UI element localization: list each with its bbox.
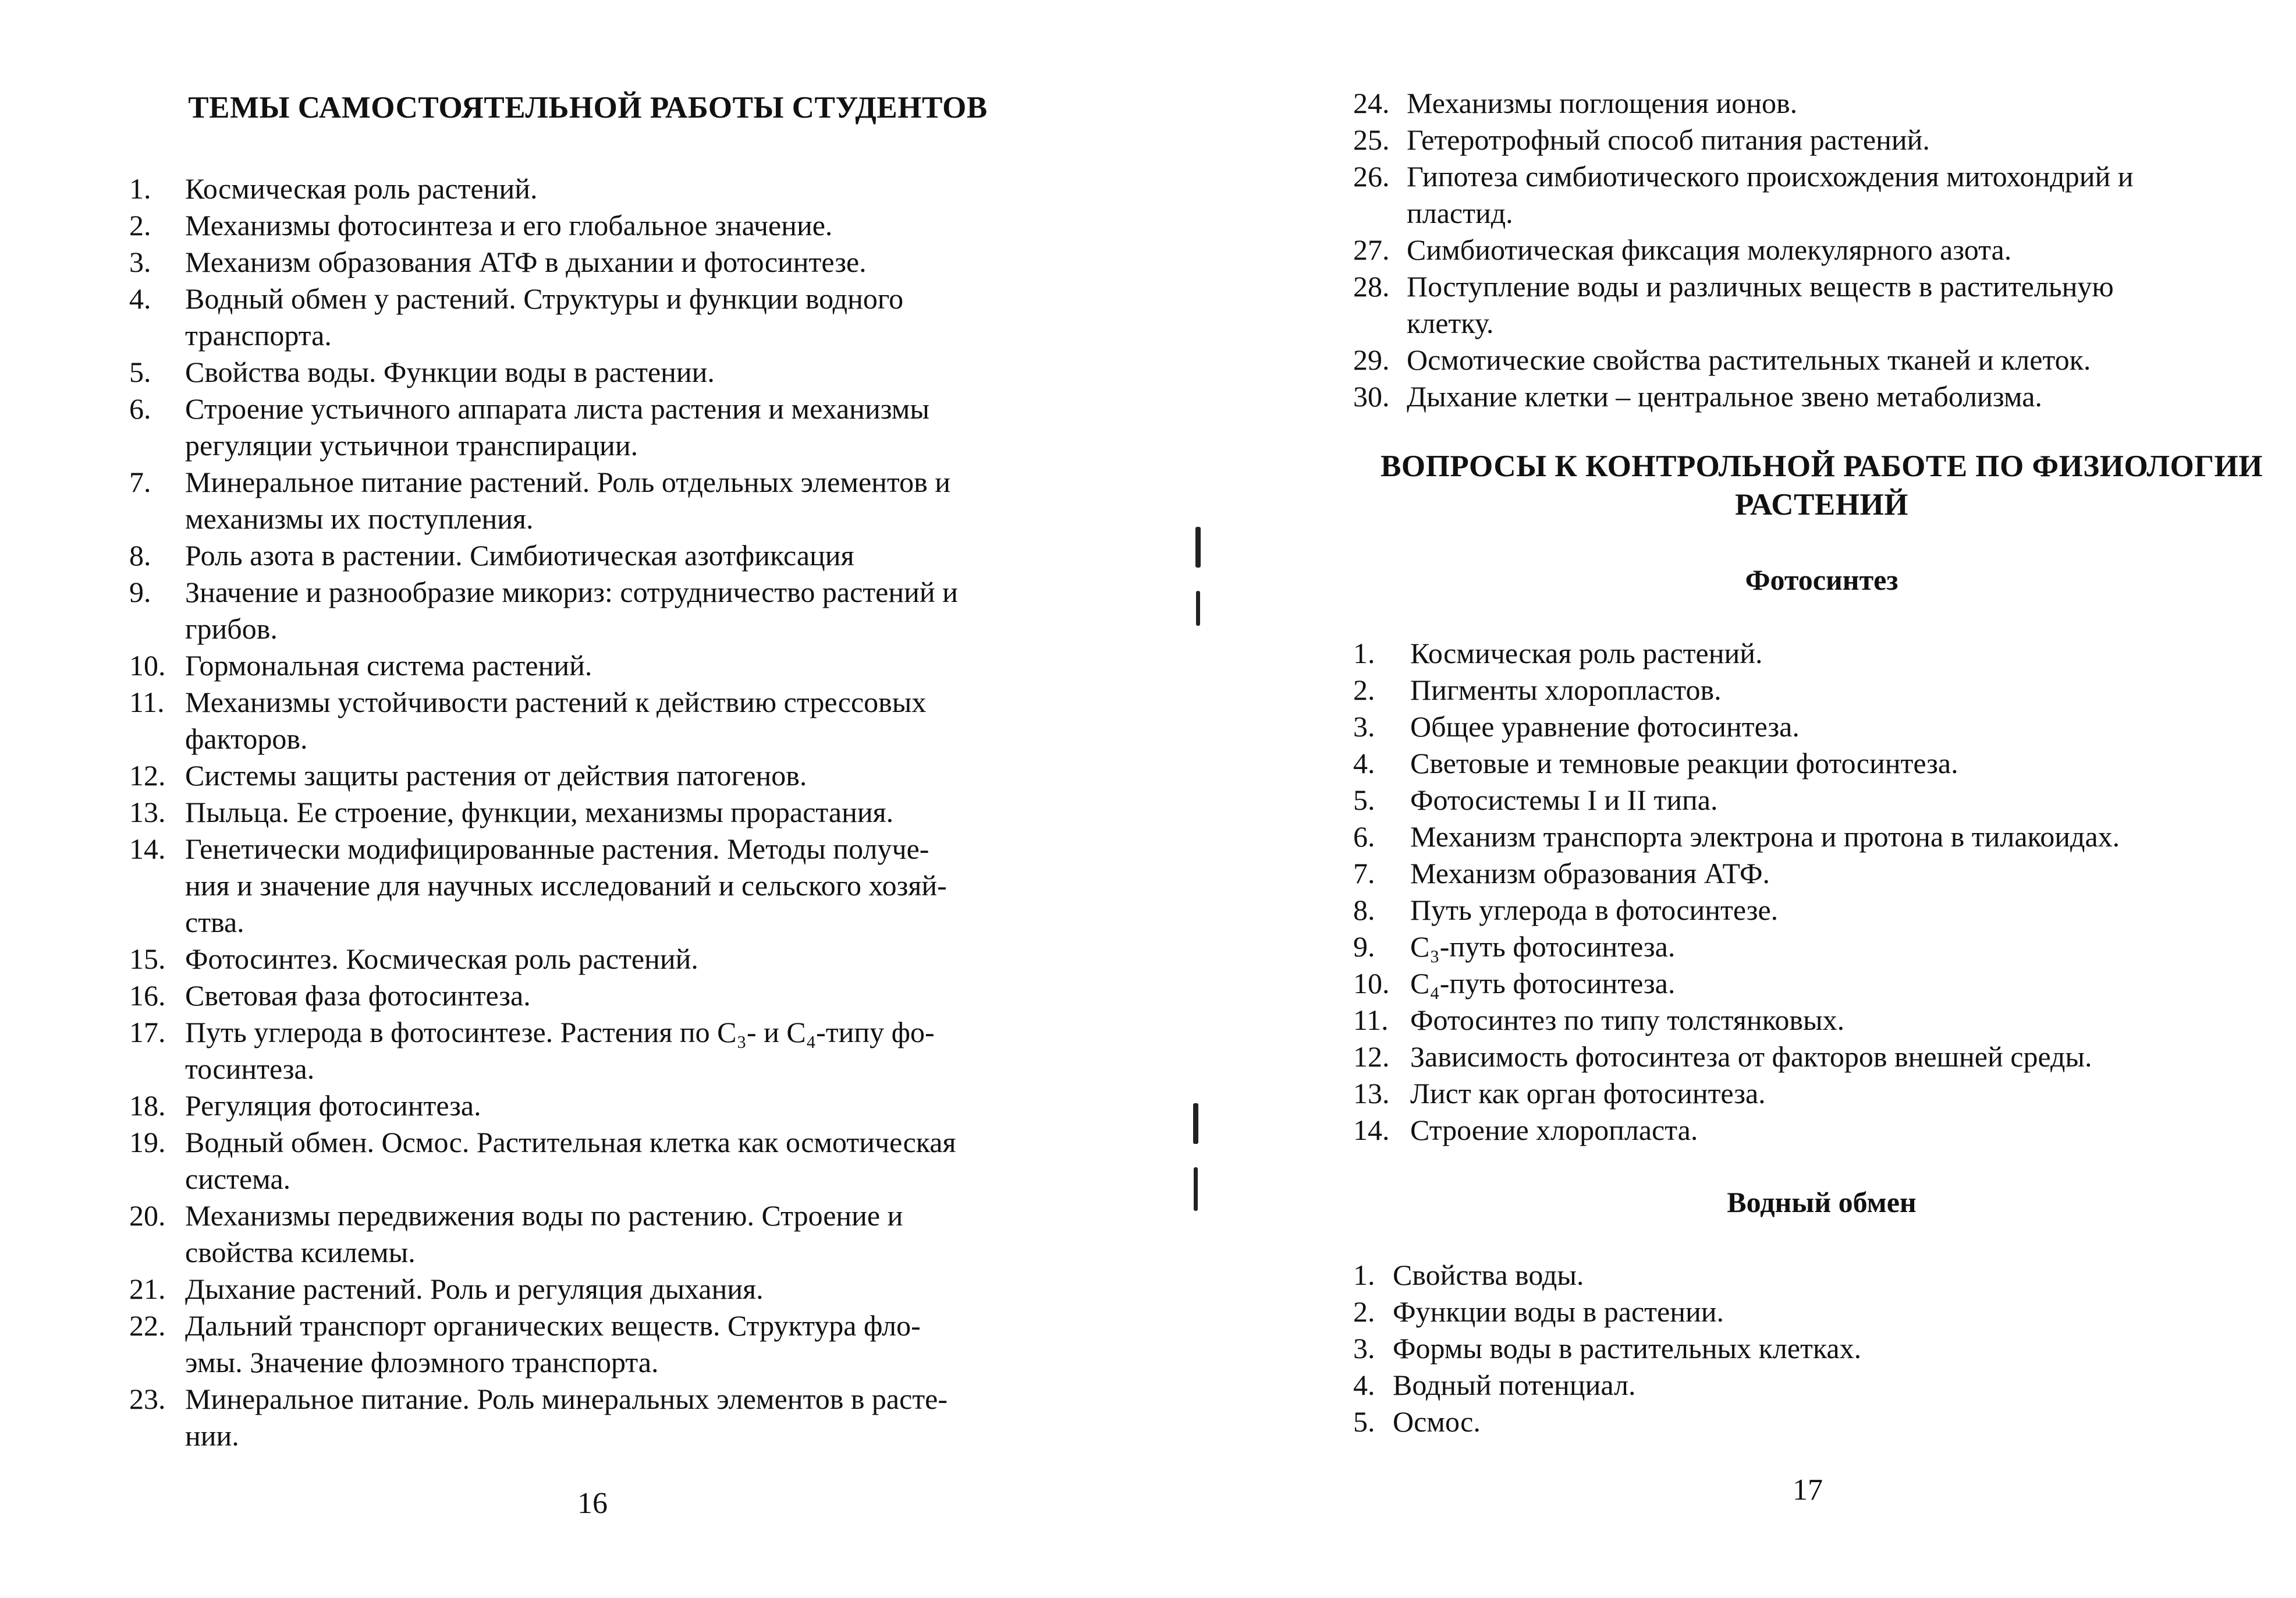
item-text-line: Водный обмен у растений. Структуры и функции водного <box>185 282 904 315</box>
item-text-line: транспорта. <box>185 319 332 352</box>
page-number: 16 <box>577 1487 608 1520</box>
list-item <box>1353 782 2273 819</box>
list-item <box>1353 892 2273 929</box>
item-text-line: механизмы их поступления. <box>185 502 534 535</box>
item-number: 9. <box>129 576 151 608</box>
item-text-line: Фотосистемы I и II типа. <box>1410 784 1718 816</box>
list-item <box>129 794 1060 831</box>
list-item <box>1353 268 2273 342</box>
subsection-heading-water-exchange: Водный обмен <box>1727 1186 1917 1218</box>
item-number: 2. <box>1353 674 1375 706</box>
list-item <box>1353 855 2273 892</box>
independent-work-topics-continued <box>1353 85 2273 415</box>
page-title: ТЕМЫ САМОСТОЯТЕЛЬНОЙ РАБОТЫ СТУДЕНТОВ <box>188 91 988 125</box>
list-item <box>1353 378 2273 415</box>
item-text-line: Роль азота в растении. Симбиотическая азотфиксация <box>185 539 854 572</box>
item-text-line: Формы воды в растительных клетках. <box>1393 1332 1862 1365</box>
item-number: 2. <box>1353 1295 1375 1328</box>
item-number: 5. <box>1353 784 1375 816</box>
item-text-line: тосинтеза. <box>185 1053 315 1085</box>
item-number: 4. <box>1353 747 1375 779</box>
item-text-line: Механизмы фотосинтеза и его глобальное значение. <box>185 209 833 242</box>
item-text-line: Пыльца. Ее строение, функции, механизмы прорастания. <box>185 796 894 828</box>
item-number: 1. <box>129 172 151 205</box>
list-item <box>129 757 1060 794</box>
item-number: 17. <box>129 1016 166 1048</box>
independent-work-topics-list <box>129 171 1060 1454</box>
item-number: 25. <box>1353 123 1390 156</box>
section-title <box>1368 447 2276 524</box>
item-text-line: нии. <box>185 1419 239 1452</box>
item-number: 11. <box>129 686 165 718</box>
list-item <box>1353 1404 2273 1440</box>
list-item <box>129 1087 1060 1124</box>
item-text-line: Фотосинтез. Космическая роль растений. <box>185 942 698 975</box>
item-text-line: Общее уравнение фотосинтеза. <box>1410 710 1800 743</box>
item-number: 26. <box>1353 160 1390 193</box>
list-item <box>1353 708 2273 745</box>
item-text-line: Путь углерода в фотосинтезе. Растения по C₃- и C₄-типу фо- <box>185 1016 935 1048</box>
section-title-line: РАСТЕНИЙ <box>1735 488 1908 522</box>
item-text-line: Свойства воды. <box>1393 1259 1584 1291</box>
item-text-line: Значение и разнообразие микориз: сотрудничество растений и <box>185 576 958 608</box>
item-text-line: Функции воды в растении. <box>1393 1295 1724 1328</box>
item-text-line: Симбиотическая фиксация молекулярного азота. <box>1407 233 2012 266</box>
item-number: 5. <box>129 356 151 388</box>
list-item <box>129 1381 1060 1454</box>
list-item <box>1353 672 2273 708</box>
item-text-line: факторов. <box>185 722 308 755</box>
item-text-line: C₄-путь фотосинтеза. <box>1410 967 1676 1000</box>
list-item <box>1353 1294 2273 1330</box>
item-text-line: регуляции устьичнои транспирации. <box>185 429 638 462</box>
item-number: 3. <box>1353 710 1375 743</box>
item-text-line: Регуляция фотосинтеза. <box>185 1089 481 1122</box>
item-text-line: клетку. <box>1407 307 1494 339</box>
item-number: 8. <box>1353 894 1375 926</box>
item-text-line: Путь углерода в фотосинтезе. <box>1410 894 1779 926</box>
item-text-line: Лист как орган фотосинтеза. <box>1410 1077 1766 1110</box>
item-number: 27. <box>1353 233 1390 266</box>
water-exchange-questions-list <box>1353 1257 2273 1440</box>
item-number: 14. <box>1353 1114 1390 1146</box>
item-text-line: Фотосинтез по типу толстянковых. <box>1410 1004 1845 1036</box>
subsection-heading-photosynthesis: Фотосинтез <box>1745 564 1898 596</box>
item-number: 30. <box>1353 380 1390 413</box>
section-title-line: ВОПРОСЫ К КОНТРОЛЬНОЙ РАБОТЕ ПО ФИЗИОЛОГИИ <box>1381 449 2263 483</box>
item-text-line: Строение устьичного аппарата листа растения и механизмы <box>185 392 929 425</box>
item-text-line: Минеральное питание растений. Роль отдельных элементов и <box>185 466 950 498</box>
item-number: 12. <box>129 759 166 792</box>
item-text-line: Космическая роль растений. <box>185 172 538 205</box>
list-item <box>129 1014 1060 1087</box>
list-item <box>129 171 1060 207</box>
page-number: 17 <box>1793 1473 1823 1507</box>
item-number: 9. <box>1353 930 1375 963</box>
item-text-line: Механизм образования АТФ. <box>1410 857 1770 890</box>
item-number: 3. <box>1353 1332 1375 1365</box>
item-number: 20. <box>129 1199 166 1232</box>
list-item <box>1353 819 2273 855</box>
list-item <box>1353 1112 2273 1149</box>
item-number: 1. <box>1353 1259 1375 1291</box>
list-item <box>129 1197 1060 1271</box>
right-page <box>1193 0 2296 1598</box>
item-number: 15. <box>129 942 166 975</box>
item-number: 14. <box>129 832 166 865</box>
list-item <box>129 281 1060 354</box>
item-number: 23. <box>129 1383 166 1415</box>
item-number: 7. <box>129 466 151 498</box>
item-number: 16. <box>129 979 166 1012</box>
list-item <box>1353 1075 2273 1112</box>
item-number: 19. <box>129 1126 166 1158</box>
list-item <box>129 391 1060 464</box>
list-item <box>1353 745 2273 782</box>
item-text-line: Космическая роль растений. <box>1410 637 1763 669</box>
item-text-line: Поступление воды и различных веществ в растительную <box>1407 270 2114 303</box>
item-text-line: эмы. Значение флоэмного транспорта. <box>185 1346 659 1379</box>
item-number: 6. <box>129 392 151 425</box>
item-text-line: C₃-путь фотосинтеза. <box>1410 930 1676 963</box>
list-item <box>129 941 1060 977</box>
list-item <box>129 1271 1060 1308</box>
item-number: 4. <box>129 282 151 315</box>
list-item <box>129 831 1060 941</box>
list-item <box>129 244 1060 281</box>
item-text-line: Осмотические свойства растительных тканей и клеток. <box>1407 343 2091 376</box>
item-text-line: Пигменты хлоропластов. <box>1410 674 1722 706</box>
item-text-line: Гетеротрофный способ питания растений. <box>1407 123 1930 156</box>
list-item <box>129 464 1060 537</box>
item-number: 29. <box>1353 343 1390 376</box>
item-text-line: ства. <box>185 906 244 938</box>
list-item <box>129 537 1060 574</box>
item-number: 21. <box>129 1273 166 1305</box>
item-text-line: Дыхание растений. Роль и регуляция дыхания. <box>185 1273 764 1305</box>
item-text-line: Строение хлоропласта. <box>1410 1114 1698 1146</box>
list-item <box>1353 1257 2273 1294</box>
list-item <box>129 977 1060 1014</box>
item-text-line: Генетически модифицированные растения. Методы получе- <box>185 832 929 865</box>
item-number: 10. <box>129 649 166 682</box>
item-text-line: система. <box>185 1163 291 1195</box>
list-item <box>1353 929 2273 965</box>
item-number: 13. <box>129 796 166 828</box>
item-number: 22. <box>129 1309 166 1342</box>
item-number: 13. <box>1353 1077 1390 1110</box>
item-text-line: Световая фаза фотосинтеза. <box>185 979 531 1012</box>
list-item <box>1353 122 2273 158</box>
item-text-line: Осмос. <box>1393 1405 1481 1438</box>
item-text-line: Свойства воды. Функции воды в растении. <box>185 356 715 388</box>
item-text-line: Дыхание клетки – центральное звено метаболизма. <box>1407 380 2042 413</box>
item-number: 5. <box>1353 1405 1375 1438</box>
item-text-line: Гормональная система растений. <box>185 649 592 682</box>
list-item <box>1353 85 2273 122</box>
list-item <box>1353 158 2273 232</box>
item-number: 1. <box>1353 637 1375 669</box>
list-item <box>1353 965 2273 1002</box>
list-item <box>129 1124 1060 1197</box>
item-number: 3. <box>129 246 151 278</box>
item-text-line: Световые и темновые реакции фотосинтеза. <box>1410 747 1958 779</box>
item-number: 28. <box>1353 270 1390 303</box>
item-number: 6. <box>1353 820 1375 853</box>
list-item <box>1353 1002 2273 1039</box>
item-number: 8. <box>129 539 151 572</box>
item-text-line: Минеральное питание. Роль минеральных элементов в расте- <box>185 1383 948 1415</box>
item-text-line: Механизм образования АТФ в дыхании и фотосинтезе. <box>185 246 867 278</box>
item-text-line: Дальний транспорт органических веществ. Структура фло- <box>185 1309 921 1342</box>
list-item <box>129 207 1060 244</box>
photosynthesis-questions-list <box>1353 635 2273 1149</box>
item-number: 12. <box>1353 1040 1390 1073</box>
list-item <box>1353 1039 2273 1075</box>
list-item <box>1353 1330 2273 1367</box>
item-text-line: Водный потенциал. <box>1393 1369 1636 1401</box>
item-number: 7. <box>1353 857 1375 890</box>
item-text-line: Системы защиты растения от действия патогенов. <box>185 759 807 792</box>
list-item <box>1353 342 2273 378</box>
item-number: 2. <box>129 209 151 242</box>
item-text-line: ния и значение для научных исследований и сельского хозяй- <box>185 869 947 902</box>
list-item <box>1353 635 2273 672</box>
item-text-line: Зависимость фотосинтеза от факторов внешней среды. <box>1410 1040 2092 1073</box>
list-item <box>129 354 1060 391</box>
item-number: 4. <box>1353 1369 1375 1401</box>
item-text-line: Водный обмен. Осмос. Растительная клетка как осмотическая <box>185 1126 956 1158</box>
item-text-line: Механизмы устойчивости растений к действию стрессовых <box>185 686 927 718</box>
list-item <box>1353 232 2273 268</box>
item-text-line: грибов. <box>185 612 278 645</box>
list-item <box>129 684 1060 757</box>
item-number: 24. <box>1353 87 1390 119</box>
item-text-line: Механизмы передвижения воды по растению. Строение и <box>185 1199 903 1232</box>
list-item <box>129 1308 1060 1381</box>
list-item <box>129 574 1060 647</box>
item-text-line: Механизм транспорта электрона и протона в тилакоидах. <box>1410 820 2120 853</box>
item-text-line: Гипотеза симбиотического происхождения митохондрий и <box>1407 160 2134 193</box>
item-text-line: пластид. <box>1407 197 1513 229</box>
item-number: 10. <box>1353 967 1390 1000</box>
item-text-line: свойства ксилемы. <box>185 1236 416 1269</box>
item-text-line: Механизмы поглощения ионов. <box>1407 87 1798 119</box>
list-item <box>1353 1367 2273 1404</box>
item-number: 18. <box>129 1089 166 1122</box>
item-number: 11. <box>1353 1004 1389 1036</box>
list-item <box>129 647 1060 684</box>
